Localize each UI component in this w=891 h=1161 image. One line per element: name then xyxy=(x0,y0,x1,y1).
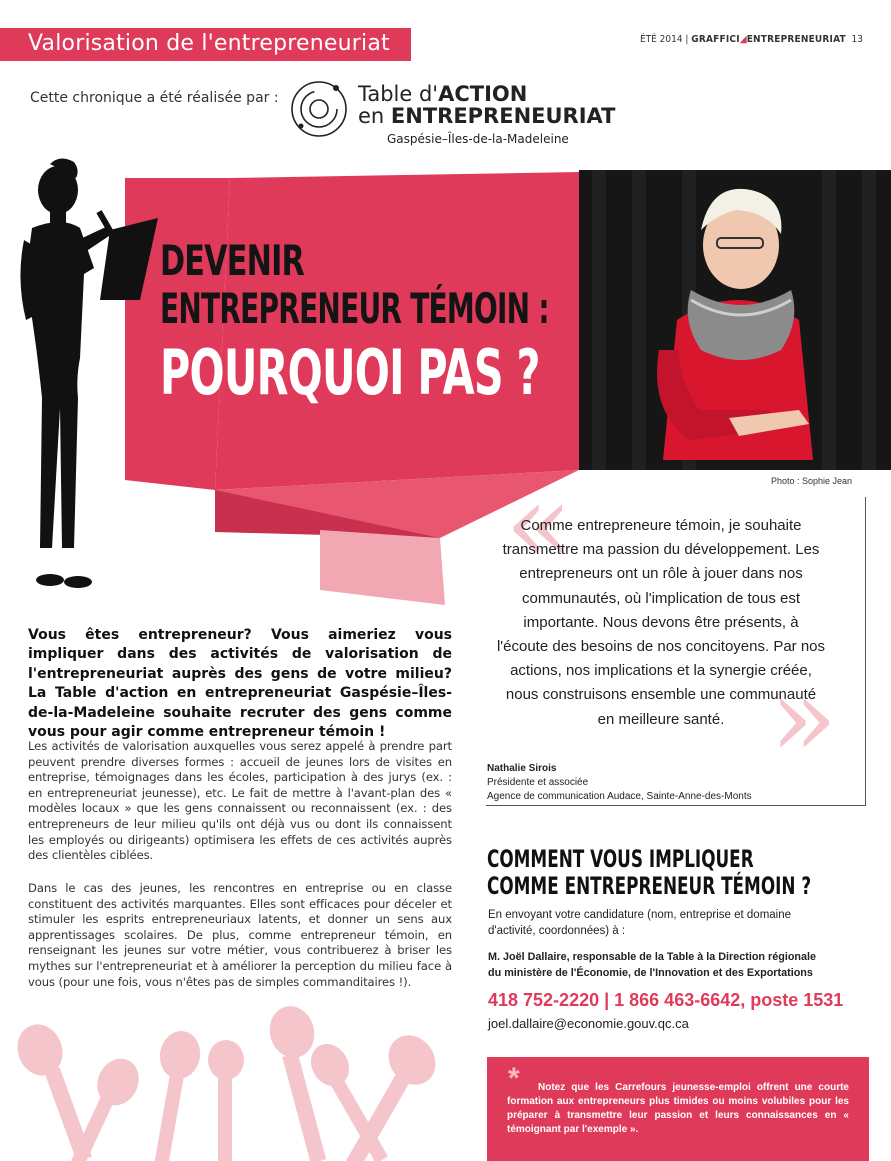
speaker-silhouette-illustration xyxy=(10,150,170,595)
contact-line-1: M. Joël Dallaire, responsable de la Table à la Direction régionale xyxy=(488,951,817,963)
folio-magazine-a: GRAFFICI xyxy=(691,34,740,45)
how-to-title-line-1: COMMENT VOUS IMPLIQUER xyxy=(487,845,754,873)
contact-line-2: du ministère de l'Économie, de l'Innovation et des Exportations xyxy=(488,967,813,979)
quote-author-organization: Agence de communication Audace, Sainte-Anne-des-Monts xyxy=(487,791,752,802)
folio-page-number: 13 xyxy=(851,34,863,45)
column-credit: Cette chronique a été réalisée par : xyxy=(30,90,279,106)
headline-line-2: ENTREPRENEUR TÉMOIN : xyxy=(160,284,549,333)
logo-line-1: Table d'ACTION xyxy=(358,82,528,106)
quote-author-role: Présidente et associée xyxy=(487,777,589,788)
testimonial-quote: Comme entrepreneure témoin, je souhaite transmettre ma passion du développement. Les entrepreneurs ont un rôle à jouer dans nos communautés, où l'implication de tous est importante. Nous devons être présents, à l'écoute des besoins de nos concitoyens. Par nos actions, nos implications et la synergie créée, nous construisons ensemble une communauté en meilleure santé. xyxy=(496,517,826,728)
folio-magazine-b: ENTREPRENEURIAT xyxy=(746,34,846,45)
contact-phone[interactable]: 418 752-2220 | 1 866 463-6642, poste 1531 xyxy=(488,990,844,1010)
contact-email-link[interactable]: joel.dallaire@economie.gouv.qc.ca xyxy=(488,1016,689,1031)
page-folio xyxy=(640,34,863,45)
section-label: Valorisation de l'entrepreneuriat xyxy=(28,31,390,56)
magazine-mark-icon: ◢ xyxy=(739,34,747,45)
intro-paragraph: Vous êtes entrepreneur? Vous aimeriez vous impliquer dans des activités de valorisation de l'entrepreneuriat auprès des gens de votre milieu? La Table d'action en entrepreneuriat Gaspésie–Îles-de-la-Madeleine souhaite recruter des gens comme vous pour agir comme entrepreneur témoin ! xyxy=(28,627,452,741)
asterisk-icon: * xyxy=(508,1062,520,1095)
portrait-illustration xyxy=(579,170,891,470)
how-to-title xyxy=(487,846,811,900)
contact-person xyxy=(488,949,858,981)
how-to-instructions: En envoyant votre candidature (nom, entreprise et domaine d'activité, coordonnées) à : xyxy=(488,909,792,937)
table-action-logo-icon xyxy=(288,78,350,140)
close-quote-mark-icon: » xyxy=(770,653,838,781)
headline-line-3: POURQUOI PAS ? xyxy=(160,336,540,409)
headline-line-1: DEVENIR xyxy=(160,236,305,285)
folio-season: ÉTÉ 2014 | xyxy=(639,34,689,45)
photo-credit: Photo : Sophie Jean xyxy=(771,476,853,486)
open-quote-mark-icon: « xyxy=(505,459,573,587)
logo-region: Gaspésie–Îles-de-la-Madeleine xyxy=(387,132,569,146)
microphones-illustration xyxy=(0,1000,480,1161)
how-to-title-line-2: COMME ENTREPRENEUR TÉMOIN ? xyxy=(487,872,812,900)
section-tag xyxy=(0,28,411,61)
note-text: Notez que les Carrefours jeunesse-emploi offrent une courte formation aux entrepreneurs plus timides ou moins volubiles pour les préparer à transmettre leur passion et leurs connaissances en « témoignant par l'exemple ». xyxy=(507,1082,849,1135)
body-paragraph-2: Dans le cas des jeunes, les rencontres en entreprise ou en classe constituent des activités marquantes. Elles sont efficaces pour déceler et stimuler les esprits entrepreneuriaux latents, et donner un sens aux apprentissages scolaires. De plus, comme entrepreneur témoin, en renseignant les jeunes sur votre métier, vous contribuerez à briser les mythes sur l'entrepreneuriat et à améliorer la perception du milieu face à vous (pour une fois, vous n'êtes pas de simples commanditaires !). xyxy=(28,881,452,989)
body-paragraph-1: Les activités de valorisation auxquelles vous serez appelé à prendre part peuvent prendre diverses formes : accueil de jeunes lors de visites en entreprise, témoignages dans les écoles, participation à des jurys (ex. : en entrepreneuriat jeunesse), etc. Le fait de mettre à l'avant-plan des « modèles locaux » que les gens connaissent ou reconnaissent (ex. : des entrepreneurs de leur milieu qu'ils ont déjà vus ou dont ils connaissent les employés ou dirigeants) optimisera les effets de ces activités auprès des clientèles ciblées. xyxy=(28,739,452,863)
portrait-photo xyxy=(579,170,891,470)
logo-line-2: en ENTREPRENEURIAT xyxy=(358,104,616,128)
quote-author: Nathalie Sirois xyxy=(487,763,557,774)
